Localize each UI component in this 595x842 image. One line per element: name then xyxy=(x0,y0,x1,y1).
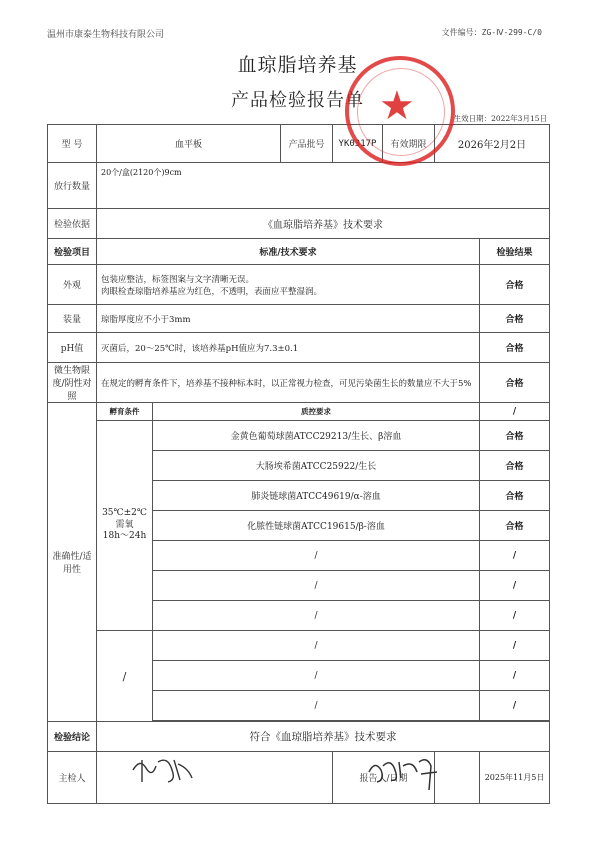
type-value: 血平板 xyxy=(97,125,281,163)
inspector-signature xyxy=(128,752,198,786)
qc-result: 合格 xyxy=(480,481,550,511)
sub-result-header: / xyxy=(480,403,550,421)
qc-requirement: / xyxy=(153,541,480,571)
reporter-label: 报告人/日期 xyxy=(333,752,435,804)
item-requirement: 灭菌后，20～25℃时，该培养基pH值应为7.3±0.1 xyxy=(97,333,480,363)
inspector-label: 主检人 xyxy=(48,752,97,804)
company-seal xyxy=(345,56,455,166)
basis-value: 《血琼脂培养基》技术要求 xyxy=(97,209,550,239)
incubation-condition-2: / xyxy=(97,631,153,722)
seal-star-icon: ★ xyxy=(379,83,415,129)
item-result: 合格 xyxy=(480,363,550,403)
col-item-header: 检验项目 xyxy=(48,239,97,265)
company-name: 温州市康泰生物科技有限公司 xyxy=(47,30,165,40)
qc-requirement: / xyxy=(153,631,480,661)
item-name: 外观 xyxy=(48,265,97,305)
qc-requirement: / xyxy=(153,661,480,691)
qc-requirement: / xyxy=(153,691,480,721)
item-requirement: 包装应整洁，标签图案与文字清晰无误。 肉眼检查琼脂培养基应为红色，不透明，表面应平整湿润。 xyxy=(97,265,480,305)
qc-result: 合格 xyxy=(480,421,550,451)
qc-result: / xyxy=(480,661,550,691)
qc-result: / xyxy=(480,631,550,661)
type-label: 型 号 xyxy=(48,125,97,163)
qc-requirement: 肺炎链球菌ATCC49619/α-溶血 xyxy=(153,481,480,511)
qc-result: 合格 xyxy=(480,451,550,481)
conclusion-value: 符合《血琼脂培养基》技术要求 xyxy=(97,722,550,752)
report-date: 2025年11月5日 xyxy=(480,752,550,804)
inspection-table xyxy=(47,124,550,804)
expiry-value: 2026年2月2日 xyxy=(435,125,550,163)
incubation-condition: 35℃±2℃ 需氧 18h～24h xyxy=(97,421,153,631)
sub-requirement-header: 质控要求 xyxy=(153,403,480,421)
qc-result: / xyxy=(480,541,550,571)
reporter-signature xyxy=(365,752,443,792)
batch-label: 产品批号 xyxy=(281,125,333,163)
conclusion-label: 检验结论 xyxy=(48,722,97,752)
release-value: 20个/盒(2120个)9cm xyxy=(97,163,550,209)
report-title: 血琼脂培养基 xyxy=(237,54,358,76)
basis-label: 检验依据 xyxy=(48,209,97,239)
sub-condition-header: 孵育条件 xyxy=(97,403,153,421)
item-name: pH值 xyxy=(48,333,97,363)
qc-requirement: / xyxy=(153,571,480,601)
qc-result: 合格 xyxy=(480,511,550,541)
qc-result: / xyxy=(480,571,550,601)
col-result-header: 检验结果 xyxy=(480,239,550,265)
release-label: 放行数量 xyxy=(48,163,97,209)
expiry-label: 有效期限 xyxy=(383,125,435,163)
effective-date: 生效日期：2022年3月15日 xyxy=(453,114,547,123)
item-result: 合格 xyxy=(480,265,550,305)
item-result: 合格 xyxy=(480,305,550,333)
qc-requirement: / xyxy=(153,601,480,631)
qc-result: / xyxy=(480,691,550,721)
qc-requirement: 金黄色葡萄球菌ATCC29213/生长、β溶血 xyxy=(153,421,480,451)
item-result: 合格 xyxy=(480,333,550,363)
item-requirement: 琼脂厚度应不小于3mm xyxy=(97,305,480,333)
accuracy-label: 准确性/适用性 xyxy=(48,403,97,722)
item-name: 微生物限度/阴性对照 xyxy=(48,363,97,403)
col-standard-header: 标准/技术要求 xyxy=(97,239,480,265)
batch-value: YK0317P xyxy=(333,125,383,163)
item-requirement: 在规定的孵育条件下，培养基不接种标本时，以正常视力检查，可见污染菌生长的数量应不大于5% xyxy=(97,363,480,403)
qc-requirement: 化脓性链球菌ATCC19615/β-溶血 xyxy=(153,511,480,541)
item-name: 装量 xyxy=(48,305,97,333)
document-number: 文件编号：ZG-Ⅳ-299-C/0 xyxy=(441,28,542,37)
qc-result: / xyxy=(480,601,550,631)
report-subtitle: 产品检验报告单 xyxy=(231,90,364,111)
qc-requirement: 大肠埃希菌ATCC25922/生长 xyxy=(153,451,480,481)
